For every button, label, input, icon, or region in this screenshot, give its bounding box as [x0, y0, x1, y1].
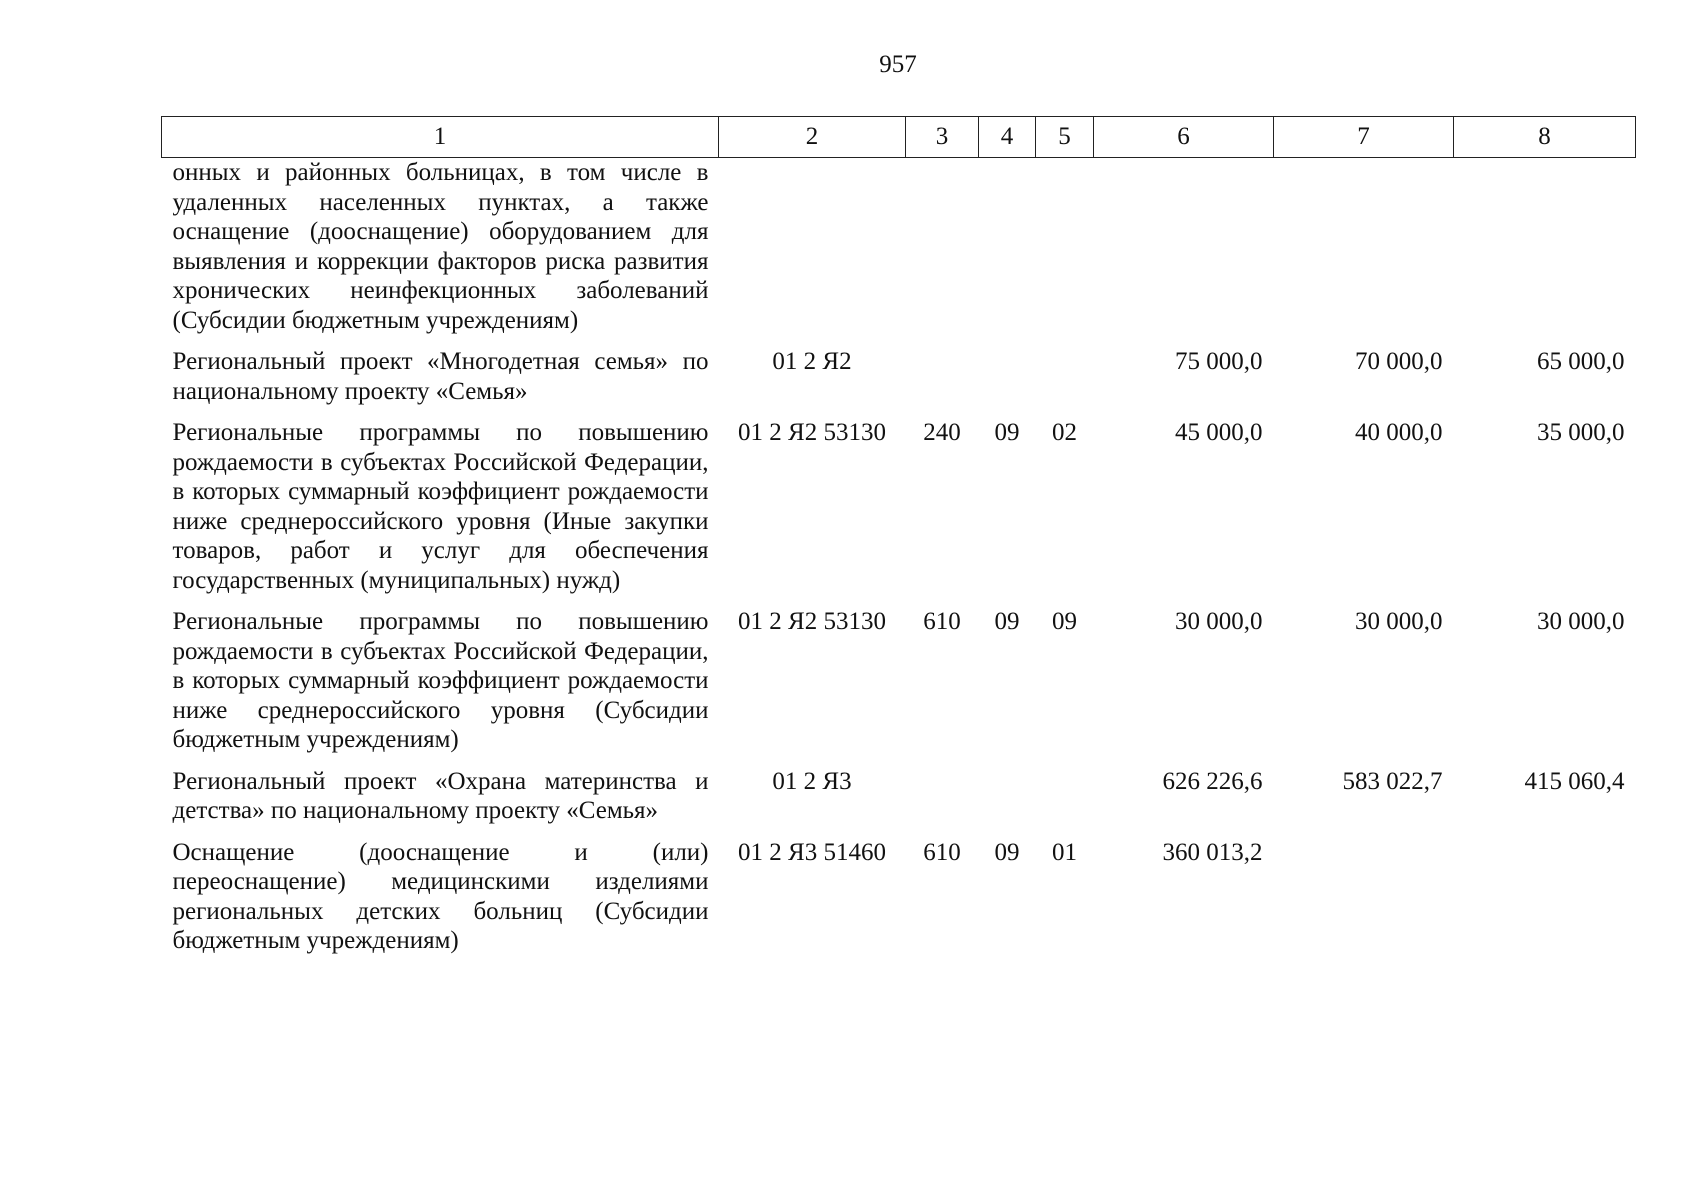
row-description: Региональный проект «Охрана материнства и детства» по национальному проекту «Семья»: [172, 767, 709, 824]
row-description: Региональные программы по повышению рождаемости в субъектах Российской Федерации, в которых суммарный коэффициент рождаемости ниже среднероссийского уровня (Иные закупки товаров, работ и услуг для обеспечения государственных (муниципальных) нужд): [172, 419, 709, 594]
row-amount-col7: [1274, 158, 1454, 348]
column-header: 1: [162, 117, 719, 158]
table-row: [162, 158, 1636, 348]
row-amount-col6: 75 000,0: [1175, 348, 1263, 375]
row-amount-col6: 45 000,0: [1175, 419, 1263, 446]
column-header: 2: [719, 117, 906, 158]
row-section: 09: [994, 838, 1020, 866]
row-section: [979, 347, 1036, 418]
row-target-code: 01 2 Я3: [772, 767, 852, 795]
row-amount-col6: 626 226,6: [1162, 767, 1263, 795]
row-description: Оснащение (дооснащение и (или) переоснащение) медицинскими изделиями региональных детских больниц (Субсидии бюджетным учреждениям): [172, 838, 709, 954]
column-header: 5: [1036, 117, 1094, 158]
row-amount-col7: 583 022,7: [1342, 767, 1443, 795]
row-amount-col7: [1274, 838, 1454, 956]
row-subsection: [1036, 158, 1094, 348]
row-section: [979, 767, 1036, 838]
row-amount-col8: 415 060,4: [1524, 767, 1625, 795]
row-section: [979, 158, 1036, 348]
column-header: 4: [979, 117, 1036, 158]
column-header: 8: [1454, 117, 1636, 158]
table-row: [162, 607, 1636, 767]
row-amount-col8: [1454, 158, 1636, 348]
row-target-code: 01 2 Я2: [772, 348, 852, 375]
budget-table: [161, 116, 1636, 956]
row-target-code: 01 2 Я2 53130: [738, 608, 886, 635]
column-header: 3: [906, 117, 979, 158]
row-subsection: 09: [1052, 608, 1077, 635]
row-description: Региональный проект «Многодетная семья» по национальному проекту «Семья»: [172, 348, 709, 405]
row-amount-col8: 35 000,0: [1537, 419, 1625, 446]
row-amount-col6: [1094, 158, 1274, 348]
row-amount-col8: [1454, 838, 1636, 956]
row-amount-col6: 360 013,2: [1162, 838, 1263, 866]
row-target-code: 01 2 Я3 51460: [738, 838, 886, 866]
row-expense-type: [906, 347, 979, 418]
row-target-code: [719, 158, 906, 348]
row-amount-col7: 70 000,0: [1355, 348, 1443, 375]
row-description: онных и районных больницах, в том числе в удаленных населенных пунктах, а также оснащение (дооснащение) оборудованием для выявления и коррекции факторов риска развития хронических неинфекционных заболеваний (Субсидии бюджетным учреждениям): [172, 159, 709, 334]
row-subsection: [1036, 347, 1094, 418]
row-amount-col7: 30 000,0: [1355, 608, 1443, 635]
page-number: 957: [879, 51, 917, 78]
table-row: [162, 838, 1636, 956]
row-expense-type: 610: [923, 838, 961, 866]
row-subsection: 02: [1052, 419, 1077, 446]
row-target-code: 01 2 Я2 53130: [738, 419, 886, 446]
table-row: [162, 767, 1636, 838]
row-expense-type: 610: [923, 608, 961, 635]
row-description: Региональные программы по повышению рождаемости в субъектах Российской Федерации, в которых суммарный коэффициент рождаемости ниже среднероссийского уровня (Субсидии бюджетным учреждениям): [172, 608, 709, 753]
row-expense-type: [906, 767, 979, 838]
row-expense-type: [906, 158, 979, 348]
row-amount-col8: 65 000,0: [1537, 348, 1625, 375]
table-row: [162, 418, 1636, 607]
row-subsection: [1036, 767, 1094, 838]
row-subsection: 01: [1052, 838, 1077, 866]
row-section: 09: [994, 419, 1020, 446]
row-amount-col7: 40 000,0: [1355, 419, 1443, 446]
column-header: 7: [1274, 117, 1454, 158]
table-header-row: [162, 117, 1636, 158]
column-header: 6: [1094, 117, 1274, 158]
table-row: [162, 347, 1636, 418]
row-amount-col8: 30 000,0: [1537, 608, 1625, 635]
row-expense-type: 240: [923, 419, 961, 446]
row-section: 09: [994, 608, 1020, 635]
row-amount-col6: 30 000,0: [1175, 608, 1263, 635]
